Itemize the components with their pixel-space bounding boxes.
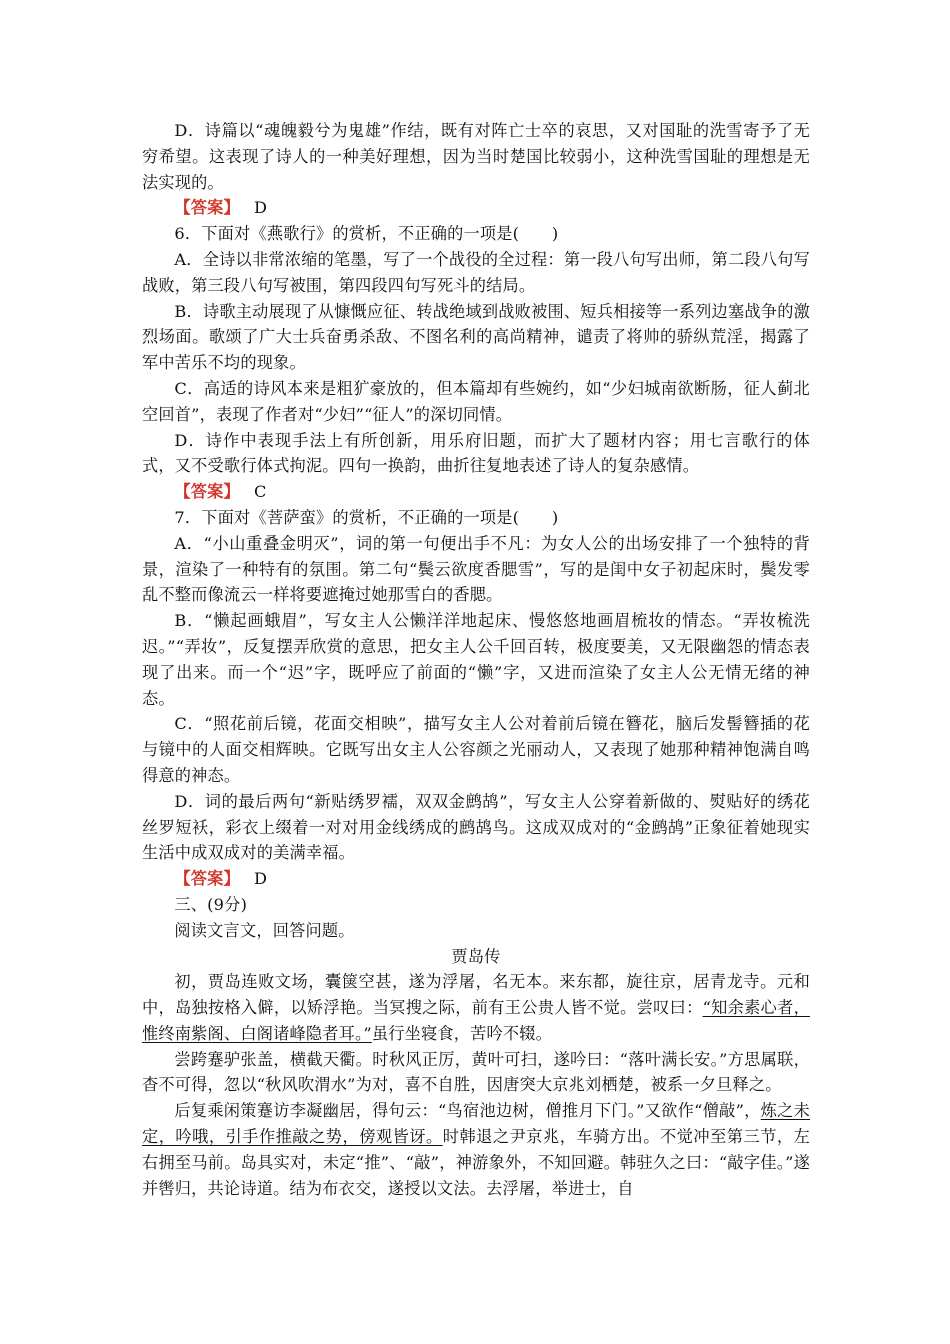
passage-paragraph-3 [142, 1098, 810, 1201]
answer-value: C [253, 482, 267, 502]
answer-label: 【答案】 [174, 482, 240, 502]
section-heading: 三、(9分) [174, 894, 248, 914]
q6-answer-line [142, 479, 810, 505]
q6-option-d: D．诗作中表现手法上有所创新，用乐府旧题，而扩大了题材内容；用七言歌行的体式，又不受歌行体式拘泥。四句一换韵，曲折往复地表述了诗人的复杂感情。 [142, 430, 810, 476]
answer-label: 【答案】 [174, 869, 240, 889]
answer-label: 【答案】 [174, 198, 240, 218]
passage-text: 时韩退之尹京兆，车骑方出。不觉冲至第三节，左右拥至马前。岛具实对，未定“推”、“敲”，神游象外，不知回避。韩驻久之曰：“敲字佳。”遂并辔归，共论诗道。结为布衣交，遂授以文法。去浮屠，举进士，自 [142, 1127, 810, 1198]
q7-option-c: C．“照花前后镜，花面交相映”，描写女主人公对着前后镜在簪花，脑后发髻簪插的花与镜中的人面交相辉映。它既写出女主人公容颜之光丽动人，又表现了她那种精神饱满自鸣得意的神态。 [142, 714, 810, 785]
answer-value: D [253, 869, 268, 889]
q6-stem: 6．下面对《燕歌行》的赏析，不正确的一项是( ) [174, 224, 559, 244]
passage-text: 虽行坐寝食，苦吟不辍。 [371, 1023, 553, 1043]
passage-text: 后复乘闲策蹇访李凝幽居，得句云：“鸟宿池边树，僧推月下门。”又欲作“僧敲”， [174, 1101, 761, 1121]
document-page [142, 118, 810, 1201]
answer-value: D [253, 198, 268, 218]
passage-title: 贾岛传 [451, 946, 501, 966]
q6-option-a: A．全诗以非常浓缩的笔墨，写了一个战役的全过程：第一段八句写出师，第二段八句写战败，第三段八句写被围，第四段四句写死斗的结局。 [142, 249, 810, 295]
q7-answer-line [142, 866, 810, 892]
q7-stem: 7．下面对《菩萨蛮》的赏析，不正确的一项是( ) [174, 507, 559, 527]
q6-option-b: B．诗歌主动展现了从慷慨应征、转战绝域到战败被围、短兵相接等一系列边塞战争的激烈场面。歌颂了广大士兵奋勇杀敌、不图名利的高尚精神，谴责了将帅的骄纵荒淫，揭露了军中苦乐不均的现象。 [142, 301, 810, 373]
passage-text: 初，贾岛连败文场，囊箧空甚，遂为浮屠，名无本。来东都，旋往京，居青龙寺。元和中，岛独按格入僻，以矫浮艳。当冥搜之际，前有王公贵人皆不觉。尝叹曰： [142, 972, 810, 1018]
q7-option-a: A．“小山重叠金明灭”，词的第一句便出手不凡：为女人公的出场安排了一个独特的背景，渲染了一种特有的氛围。第二句“鬓云欲度香腮雪”，写的是闺中女子初起床时，鬓发零乱不整而像流云一样将要遮掩过她那雪白的香腮。 [142, 533, 810, 605]
passage-paragraph-2: 尝跨蹇驴张盖，横截天衢。时秋风正厉，黄叶可扫，遂吟曰：“落叶满长安。”方思属联，杳不可得，忽以“秋风吹渭水”为对，喜不自胜，因唐突大京兆刘栖楚，被系一夕旦释之。 [142, 1049, 810, 1095]
q5-answer-line [142, 195, 810, 221]
underlined-sentence: “知余素心者，惟终南紫阁、白阁诸峰隐者耳。” [142, 998, 810, 1043]
section-instruction: 阅读文言文，回答问题。 [174, 920, 355, 940]
q6-option-c: C．高适的诗风本来是粗犷豪放的，但本篇却有些婉约，如“少妇城南欲断肠，征人蓟北空回首”，表现了作者对“少妇”“征人”的深切同情。 [142, 378, 810, 424]
underlined-sentence: 炼之未定，吟哦，引手作推敲之势，傍观皆讶。 [142, 1101, 810, 1147]
passage-paragraph-1 [142, 969, 810, 1046]
q7-option-b: B．“懒起画蛾眉”，写女主人公懒洋洋地起床、慢悠悠地画眉梳妆的情态。“弄妆梳洗迟。”“弄妆”，反复摆弄欣赏的意思，把女主人公千回百转，极度要美，又无限幽怨的情态表现了出来。而一个“迟”字，既呼应了前面的“懒”字，又进而渲染了女主人公无情无绪的神态。 [142, 611, 810, 708]
q7-option-d: D．词的最后两句“新贴绣罗襦，双双金鹧鸪”，写女主人公穿着新做的、熨贴好的绣花丝罗短袄，彩衣上缀着一对对用金线绣成的鹧鸪鸟。这成双成对的“金鹧鸪”正象征着她现实生活中成双成对的美满幸福。 [142, 791, 810, 863]
q5-option-d: D．诗篇以“魂魄毅兮为鬼雄”作结，既有对阵亡士卒的哀思，又对国耻的洗雪寄予了无穷希望。这表现了诗人的一种美好理想，因为当时楚国比较弱小，这种洗雪国耻的理想是无法实现的。 [142, 121, 810, 192]
